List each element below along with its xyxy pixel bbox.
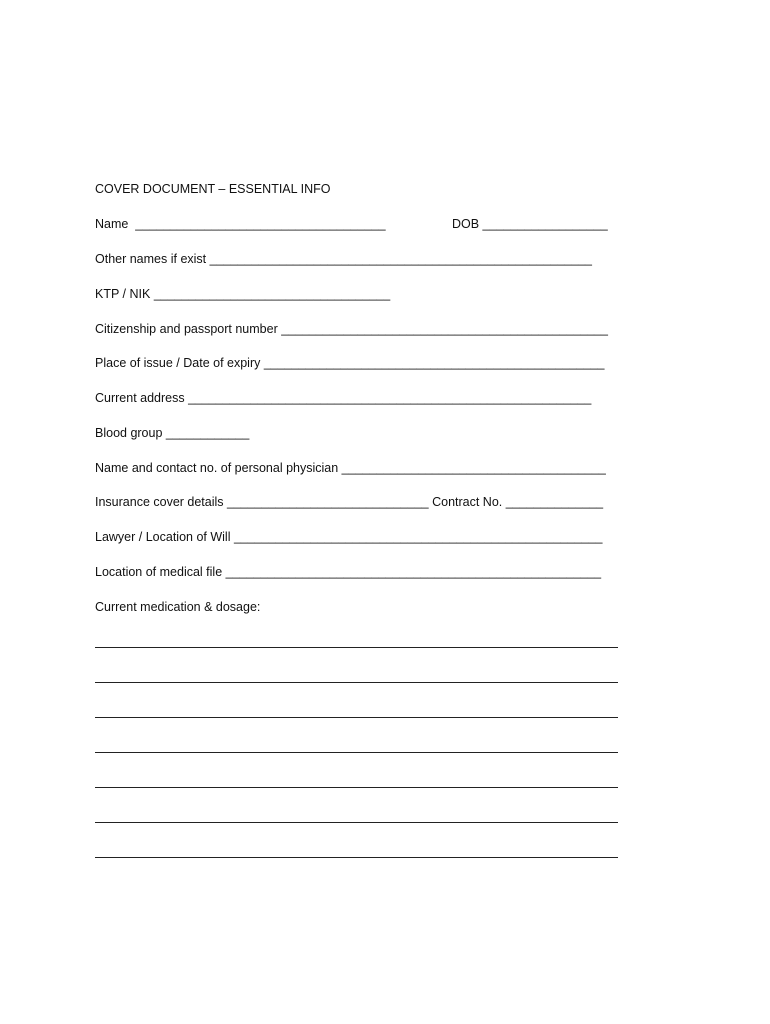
medical-file-field[interactable]: Location of medical file ______________________________________________________: [95, 565, 602, 579]
name-field[interactable]: Name ____________________________________: [95, 217, 386, 231]
current-address-field[interactable]: Current address __________________________________________________________: [95, 391, 592, 405]
other-names-field[interactable]: Other names if exist _______________________________________________________: [95, 252, 592, 266]
citizenship-passport-field[interactable]: Citizenship and passport number _______________________________________________: [95, 322, 608, 336]
medication-line[interactable]: [95, 633, 618, 649]
blood-group-field[interactable]: Blood group ____________: [95, 426, 250, 440]
medication-label: Current medication & dosage:: [95, 600, 261, 614]
dob-field[interactable]: DOB __________________: [452, 217, 608, 231]
document-title: COVER DOCUMENT – ESSENTIAL INFO: [95, 182, 331, 196]
medication-line[interactable]: [95, 668, 618, 684]
lawyer-will-field[interactable]: Lawyer / Location of Will _____________________________________________________: [95, 530, 603, 544]
ktp-nik-field[interactable]: KTP / NIK __________________________________: [95, 287, 391, 301]
insurance-field[interactable]: Insurance cover details _____________________________ Contract No. ______________: [95, 495, 604, 509]
medication-line[interactable]: [95, 843, 618, 859]
physician-field[interactable]: Name and contact no. of personal physician ______________________________________: [95, 461, 606, 475]
medication-line[interactable]: [95, 808, 618, 824]
place-of-issue-field[interactable]: Place of issue / Date of expiry _________________________________________________: [95, 356, 605, 370]
medication-line[interactable]: [95, 773, 618, 789]
medication-line[interactable]: [95, 703, 618, 719]
medication-line[interactable]: [95, 738, 618, 754]
